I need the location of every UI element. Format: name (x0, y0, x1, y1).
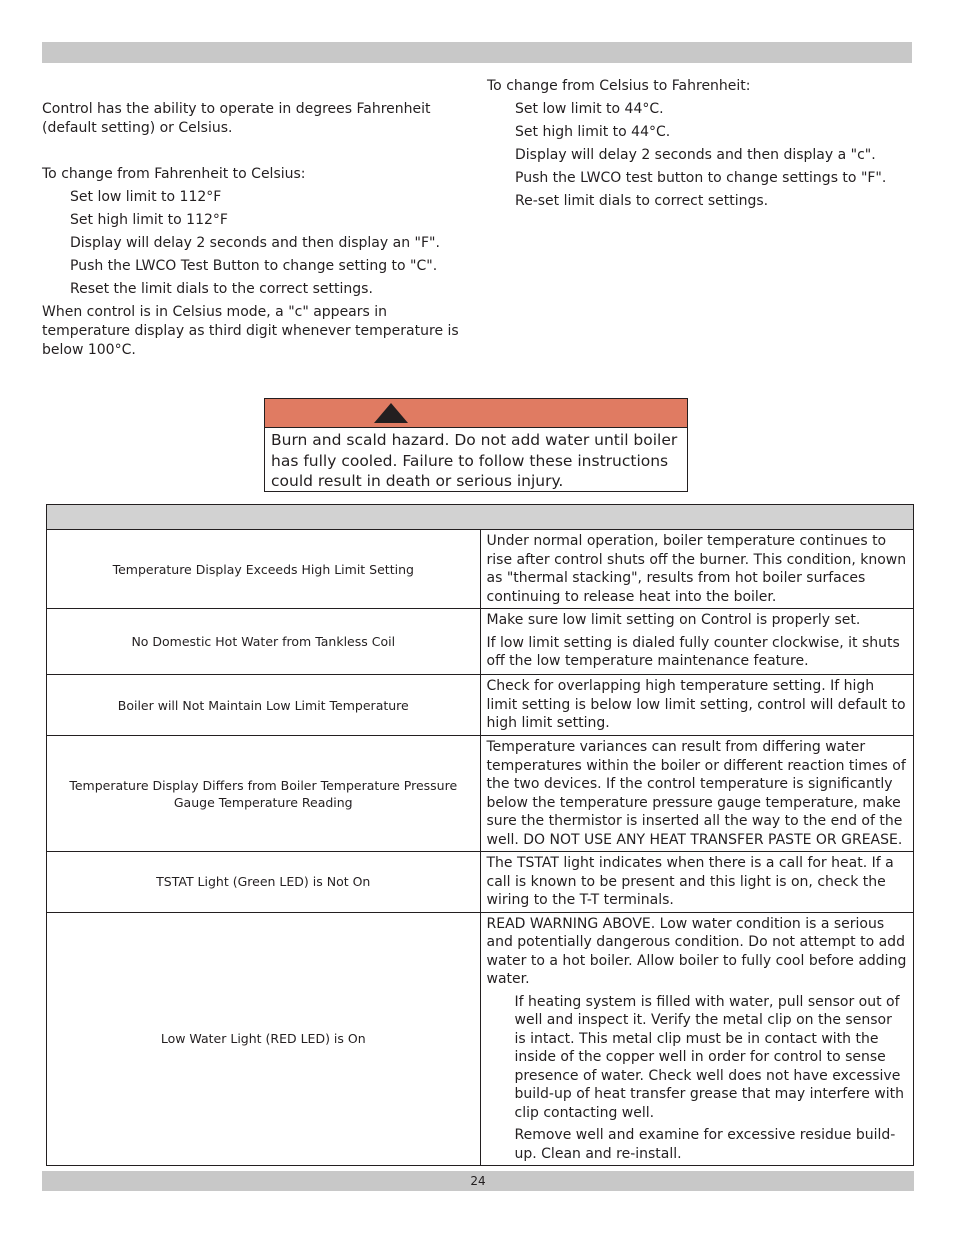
warning-header (265, 399, 687, 428)
celsius-note: When control is in Celsius mode, a "c" appears in temperature display as third digit whenever temperature is below 100°C. (42, 304, 459, 358)
page-number: 24 (42, 1171, 914, 1191)
top-header-bar (42, 42, 912, 63)
remedy-cell (480, 912, 914, 1166)
c-to-f-heading: To change from Celsius to Fahrenheit: (487, 78, 751, 94)
symptom-cell: TSTAT Light (Green LED) is Not On (47, 852, 481, 913)
c-to-f-step: Push the LWCO test button to change settings to "F". (515, 170, 887, 186)
c-to-f-step: Re-set limit dials to correct settings. (515, 193, 769, 209)
remedy-text: Make sure low limit setting on Control is properly set. (486, 612, 861, 628)
table-row (47, 530, 914, 609)
f-to-c-step: Set low limit to 112°F (70, 189, 222, 205)
table-header (47, 505, 914, 530)
remedy-cell (480, 675, 914, 736)
symptom-cell: Boiler will Not Maintain Low Limit Temperature (47, 675, 481, 736)
remedy-text: Check for overlapping high temperature setting. If high limit setting is below low limit setting, control will default to high limit setting. (486, 678, 906, 731)
left-column (42, 100, 472, 360)
c-to-f-step: Set high limit to 44°C. (515, 124, 671, 140)
remedy-text: Under normal operation, boiler temperature continues to rise after control shuts off the burner. This condition, known as "thermal stacking", results from hot boiler surfaces continuing to release heat into the boiler. (486, 533, 907, 605)
remedy-cell (480, 530, 914, 609)
warning-triangle-icon (374, 403, 408, 423)
remedy-cell (480, 736, 914, 852)
symptom-cell: Low Water Light (RED LED) is On (47, 912, 481, 1166)
right-column (487, 77, 917, 211)
f-to-c-step: Reset the limit dials to the correct settings. (70, 281, 373, 297)
f-to-c-step: Push the LWCO Test Button to change setting to "C". (70, 258, 438, 274)
f-to-c-heading: To change from Fahrenheit to Celsius: (42, 166, 306, 182)
table-row (47, 852, 914, 913)
symptom-cell: Temperature Display Exceeds High Limit Setting (47, 530, 481, 609)
table-row (47, 736, 914, 852)
troubleshooting-table (46, 504, 914, 1166)
symptom-cell: Temperature Display Differs from Boiler Temperature Pressure Gauge Temperature Reading (47, 736, 481, 852)
f-to-c-step: Set high limit to 112°F (70, 212, 228, 228)
symptom-cell: No Domestic Hot Water from Tankless Coil (47, 609, 481, 675)
f-to-c-step: Display will delay 2 seconds and then display an "F". (70, 235, 440, 251)
c-to-f-step: Display will delay 2 seconds and then display a "c". (515, 147, 876, 163)
remedy-text: The TSTAT light indicates when there is a call for heat. If a call is known to be present and this light is on, check the wiring to the T-T terminals. (486, 855, 894, 908)
table-row (47, 675, 914, 736)
remedy-text: Remove well and examine for excessive residue build-up. Clean and re-install. (514, 1127, 896, 1162)
intro-text: Control has the ability to operate in degrees Fahrenheit (default setting) or Celsius. (42, 101, 431, 136)
warning-box (264, 398, 688, 492)
remedy-text: READ WARNING ABOVE. Low water condition is a serious and potentially dangerous condition. Do not attempt to add water to a hot boiler. Allow boiler to fully cool before adding water. (486, 915, 907, 987)
c-to-f-step: Set low limit to 44°C. (515, 101, 664, 117)
remedy-text: If low limit setting is dialed fully counter clockwise, it shuts off the low temperature maintenance feature. (486, 634, 900, 669)
remedy-text: Temperature variances can result from differing water temperatures within the boiler or different reaction times of the two devices. If the control temperature is significantly below the temperature pressure gauge temperature, make sure the thermistor is inserted all the way to the end of the well. DO NOT USE ANY HEAT TRANSFER PASTE OR GREASE. (486, 739, 906, 848)
remedy-cell (480, 609, 914, 675)
remedy-text: If heating system is filled with water, pull sensor out of well and inspect it. Verify the metal clip on the sensor is intact. This metal clip must be in contact with the inside of the copper well in order for control to sense presence of water. Check well does not have excessive build-up of heat transfer grease that may interfere with clip contacting well. (514, 993, 904, 1121)
table-row (47, 609, 914, 675)
warning-text: Burn and scald hazard. Do not add water until boiler has fully cooled. Failure to follow these instructions could result in death or serious injury. (271, 431, 678, 490)
remedy-cell (480, 852, 914, 913)
table-row (47, 912, 914, 1166)
